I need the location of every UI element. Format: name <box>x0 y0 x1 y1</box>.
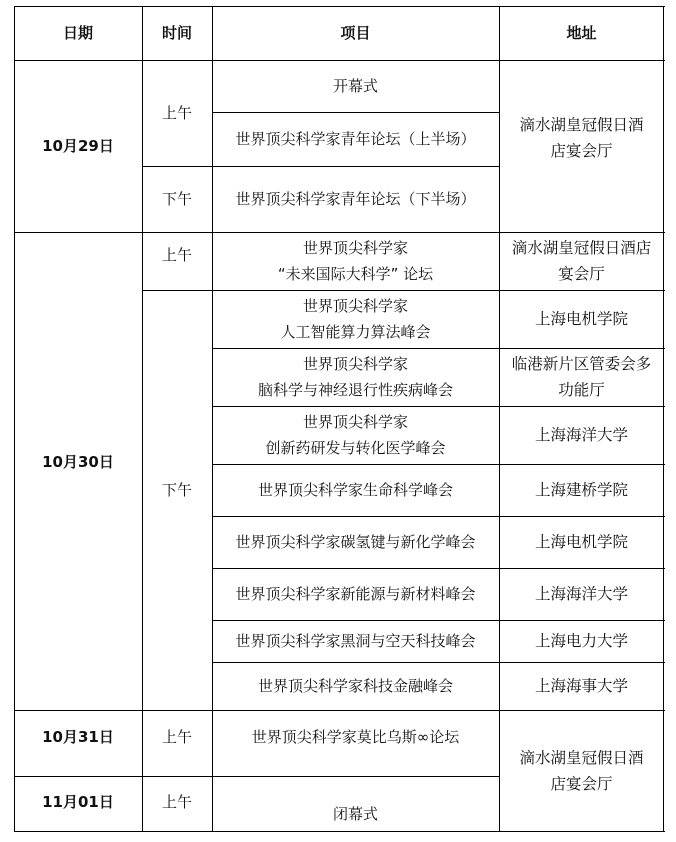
event-cell-text: 脑科学与神经退行性疾病峰会 <box>257 381 453 399</box>
event-cell <box>212 60 499 112</box>
venue-cell <box>499 710 664 832</box>
header-date <box>14 6 142 60</box>
event-cell-text: 世界顶尖科学家 <box>302 239 408 257</box>
time-cell <box>142 166 212 232</box>
time-cell-text: 上午 <box>161 728 192 746</box>
venue-cell <box>499 290 664 348</box>
venue-cell <box>499 232 664 290</box>
date-cell-text: 10月31日 <box>42 728 114 746</box>
venue-cell-text: 滴水湖皇冠假日酒 <box>519 116 644 134</box>
event-cell-text: “未来国际大科学” 论坛 <box>277 265 434 283</box>
event-cell-text: 世界顶尖科学家生命科学峰会 <box>257 481 453 499</box>
venue-cell-text: 滴水湖皇冠假日酒店 <box>511 239 652 257</box>
event-cell-text: 人工智能算力算法峰会 <box>280 323 431 341</box>
venue-cell-text: 上海海事大学 <box>534 677 628 695</box>
grid-line-horizontal <box>212 620 665 621</box>
grid-line-horizontal <box>212 348 665 349</box>
event-cell <box>212 620 499 662</box>
schedule-table <box>14 6 664 832</box>
date-cell <box>14 704 142 770</box>
event-cell <box>212 406 499 464</box>
venue-cell-text: 店宴会厅 <box>550 142 613 160</box>
venue-cell-text: 功能厅 <box>558 381 605 399</box>
header-event <box>212 6 499 60</box>
event-cell-text: 世界顶尖科学家碳氢键与新化学峰会 <box>235 533 476 551</box>
event-cell <box>212 786 499 842</box>
event-cell-text: 创新药研发与转化医学峰会 <box>265 439 446 457</box>
grid-line-vertical <box>142 6 143 832</box>
time-cell-text: 上午 <box>161 104 192 122</box>
time-cell <box>142 280 212 700</box>
header-venue-text: 地址 <box>566 24 597 42</box>
time-cell <box>142 60 212 166</box>
date-cell <box>14 774 142 830</box>
venue-cell-text: 上海电机学院 <box>534 310 628 328</box>
event-cell <box>212 232 499 290</box>
grid-line-horizontal <box>212 464 665 465</box>
venue-cell-text: 宴会厅 <box>558 265 605 283</box>
grid-line-vertical <box>499 6 500 832</box>
event-cell-text: 闭幕式 <box>332 805 378 823</box>
venue-cell-text: 上海电力大学 <box>534 632 628 650</box>
venue-cell <box>499 52 664 224</box>
venue-cell <box>499 568 664 620</box>
time-cell-text: 下午 <box>161 481 192 499</box>
date-cell-text: 11月01日 <box>42 793 114 811</box>
grid-line-horizontal <box>142 166 500 167</box>
time-cell <box>142 704 212 770</box>
venue-cell-text: 滴水湖皇冠假日酒 <box>519 749 644 767</box>
time-cell-text: 上午 <box>161 793 192 811</box>
header-time-text: 时间 <box>161 24 192 42</box>
event-cell <box>212 166 499 232</box>
date-cell <box>14 223 142 701</box>
event-cell-text: 世界顶尖科学家莫比乌斯∞论坛 <box>251 728 460 746</box>
event-cell <box>212 662 499 710</box>
grid-line-horizontal <box>142 290 665 291</box>
header-time <box>142 6 212 60</box>
grid-line-horizontal <box>14 232 665 233</box>
date-cell-text: 10月29日 <box>42 137 114 155</box>
event-cell <box>212 568 499 620</box>
venue-cell-text: 上海电机学院 <box>534 533 628 551</box>
venue-cell-text: 上海海洋大学 <box>534 585 628 603</box>
event-cell <box>212 290 499 348</box>
grid-line-horizontal <box>212 568 665 569</box>
grid-line-horizontal <box>212 112 500 113</box>
venue-cell <box>499 620 664 662</box>
event-cell <box>212 348 499 406</box>
event-cell-text: 世界顶尖科学家青年论坛（上半场） <box>235 130 476 148</box>
venue-cell-text: 上海海洋大学 <box>534 426 628 444</box>
table-border-right <box>663 6 664 832</box>
venue-cell <box>499 348 664 406</box>
event-cell-text: 世界顶尖科学家科技金融峰会 <box>257 677 453 695</box>
venue-cell <box>499 662 664 710</box>
event-cell-text: 世界顶尖科学家青年论坛（下半场） <box>235 190 476 208</box>
venue-cell <box>499 406 664 464</box>
grid-line-horizontal <box>14 710 665 711</box>
event-cell-text: 世界顶尖科学家新能源与新材料峰会 <box>235 585 476 603</box>
grid-line-horizontal <box>14 60 665 61</box>
event-cell-text: 世界顶尖科学家 <box>302 297 408 315</box>
header-event-text: 项目 <box>340 24 371 42</box>
time-cell-text: 上午 <box>161 246 192 264</box>
event-cell <box>212 112 499 166</box>
event-cell-text: 世界顶尖科学家黑洞与空天科技峰会 <box>235 632 476 650</box>
venue-cell <box>499 516 664 568</box>
date-cell <box>14 60 142 232</box>
event-cell-text: 世界顶尖科学家 <box>302 355 408 373</box>
event-cell <box>212 464 499 516</box>
time-cell <box>142 226 212 284</box>
venue-cell-text: 店宴会厅 <box>550 775 613 793</box>
grid-line-horizontal <box>212 662 665 663</box>
event-cell-text: 世界顶尖科学家 <box>302 413 408 431</box>
table-border-left <box>14 6 15 832</box>
event-cell <box>212 516 499 568</box>
table-border-bottom <box>14 831 665 832</box>
grid-line-horizontal <box>212 406 665 407</box>
grid-line-horizontal <box>14 776 500 777</box>
venue-cell-text: 上海建桥学院 <box>534 481 628 499</box>
event-cell-text: 开幕式 <box>332 77 378 95</box>
date-cell-text: 10月30日 <box>42 453 114 471</box>
grid-line-horizontal <box>212 516 665 517</box>
venue-cell-text: 临港新片区管委会多 <box>511 355 652 373</box>
table-border-top <box>14 6 665 7</box>
venue-cell <box>499 464 664 516</box>
header-date-text: 日期 <box>62 24 93 42</box>
time-cell <box>142 774 212 830</box>
grid-line-vertical <box>212 6 213 832</box>
event-cell <box>212 704 499 770</box>
time-cell-text: 下午 <box>161 190 192 208</box>
